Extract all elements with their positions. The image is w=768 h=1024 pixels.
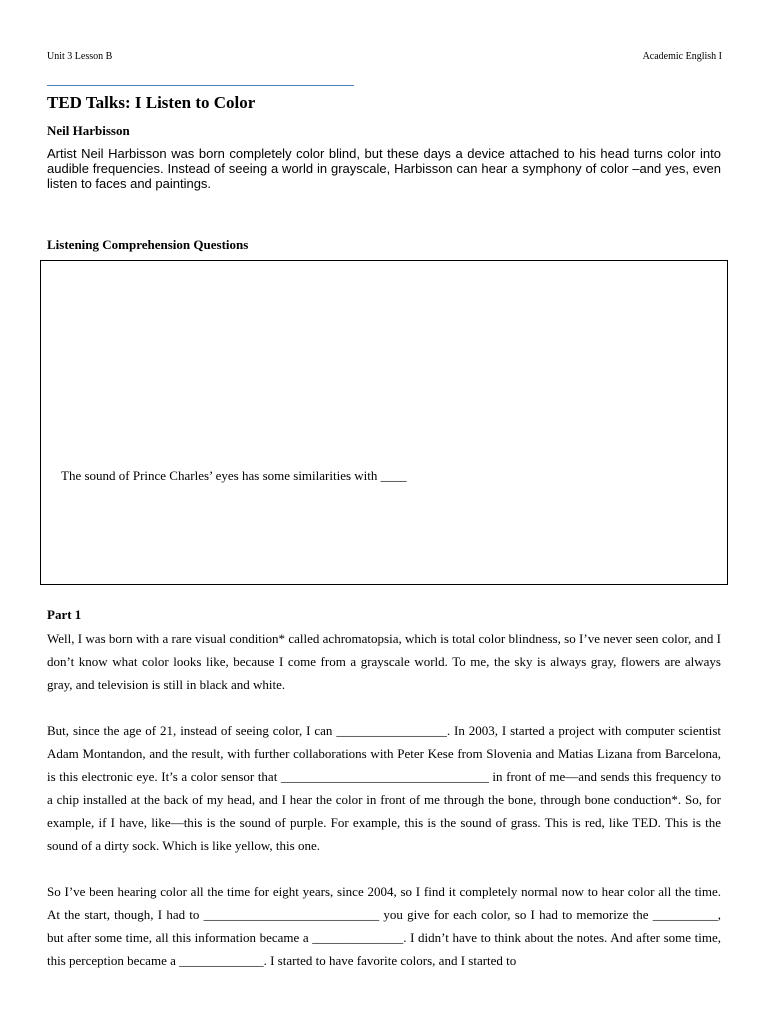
header-course-label: Academic English I	[642, 51, 722, 62]
comprehension-question-box	[40, 260, 728, 585]
header-unit-label: Unit 3 Lesson B	[47, 51, 113, 62]
transcript-paragraph-3: So I’ve been hearing color all the time for eight years, since 2004, so I find it completely normal now to hear color all the time. At the start, though, I had to ___________________________ you give for each color, so I had to memorize the __________, but after some time, all this information became a ______________. I didn’t have to think about the notes. And after some time, this perception became a _____________. I started to have favorite colors, and I started to	[47, 884, 721, 968]
transcript-paragraph-2: But, since the age of 21, instead of seeing color, I can _________________. In 2003, I started a project with computer scientist Adam Montandon, and the result, with further collaborations with Peter Kese from Slovenia and Matias Lizana from Barcelona, is this electronic eye. It’s a color sensor that ________________________________ in front of me—and sends this frequency to a chip installed at the back of my head, and I hear the color in front of me through the bone, through bone conduction*. So, for example, if I have, like—this is the sound of purple. For example, this is the sound of grass. This is red, like TED. This is the sound of a dirty sock. Which is like yellow, this one.	[47, 723, 721, 853]
comprehension-heading: Listening Comprehension Questions	[47, 237, 249, 252]
speaker-name: Neil Harbisson	[47, 123, 130, 138]
comprehension-question: The sound of Prince Charles’ eyes has some similarities with ____	[61, 468, 407, 483]
header-divider	[47, 85, 354, 86]
part-1-heading: Part 1	[47, 607, 82, 622]
transcript-paragraph-1: Well, I was born with a rare visual condition* called achromatopsia, which is total color blindness, so I’ve never seen color, and I don’t know what color looks like, because I come from a grayscale world. To me, the sky is always gray, flowers are always gray, and television is still in black and white.	[47, 631, 721, 692]
intro-paragraph: Artist Neil Harbisson was born completely color blind, but these days a device attached to his head turns color into audible frequencies. Instead of seeing a world in grayscale, Harbisson can hear a symphony of color –and yes, even listen to faces and paintings.	[47, 146, 721, 191]
page-title: TED Talks: I Listen to Color	[47, 93, 256, 112]
